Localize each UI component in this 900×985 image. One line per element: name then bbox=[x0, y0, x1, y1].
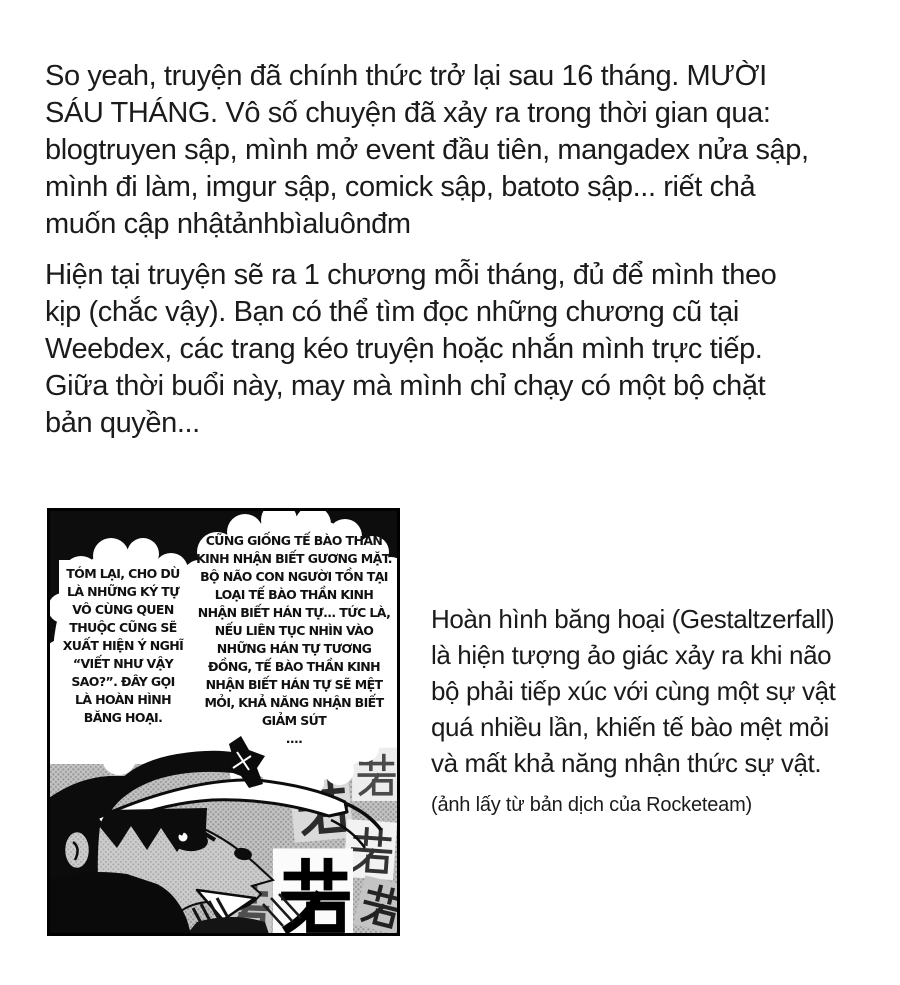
manga-panel-image bbox=[47, 508, 400, 936]
text-line: Giữa thời buổi này, may mà mình chỉ chạy có một bộ chặt bbox=[45, 370, 766, 402]
text-line: ĐỒNG, TẾ BÀO THẦN KINH bbox=[207, 659, 381, 674]
intro-paragraph bbox=[45, 58, 809, 243]
text-line: BĂNG HOẠI. bbox=[83, 710, 163, 725]
text-line: Hoàn hình băng hoại (Gestaltzerfall) bbox=[431, 604, 835, 634]
text-line: là hiện tượng ảo giác xảy ra khi não bbox=[431, 640, 832, 670]
text-line: MỎI, KHẢ NĂNG NHẬN BIẾT bbox=[204, 695, 384, 710]
text-line: quá nhiều lần, khiến tế bào mệt mỏi bbox=[431, 712, 829, 742]
text-line: NHỮNG HÁN TỰ TƯƠNG bbox=[216, 641, 372, 656]
text-line: KINH NHẬN BIẾT GƯƠNG MẶT. bbox=[196, 551, 392, 566]
text-line: và mất khả năng nhận thức sự vật. bbox=[431, 748, 822, 778]
text-line: bộ phải tiếp xúc với cùng một sự vật bbox=[431, 676, 836, 706]
text-line: XUẤT HIỆN Ý NGHĨ bbox=[62, 638, 184, 653]
gestaltzerfall-caption bbox=[431, 601, 835, 781]
text-line: Hiện tại truyện sẽ ra 1 chương mỗi tháng, đủ để mình theo bbox=[45, 259, 777, 291]
text-line: kịp (chắc vậy). Bạn có thể tìm đọc những chương cũ tại bbox=[45, 296, 739, 328]
text-line: “VIẾT NHƯ VẬY bbox=[72, 656, 174, 671]
text-line: NHẬN BIẾT HÁN TỰ... TỨC LÀ, bbox=[197, 605, 391, 620]
schedule-paragraph bbox=[45, 257, 776, 442]
text-line: blogtruyen sập, mình mở event đầu tiên, mangadex nửa sập, bbox=[45, 134, 809, 166]
image-credit: (ảnh lấy từ bản dịch của Rocketeam) bbox=[431, 794, 752, 816]
text-line: LÀ NHỮNG KÝ TỰ bbox=[66, 584, 180, 599]
text-line: NHẬN BIẾT HÁN TỰ SẼ MỆT bbox=[205, 677, 383, 692]
text-line: SAO?”. ĐÂY GỌI bbox=[71, 674, 175, 689]
text-line: Weebdex, các trang kéo truyện hoặc nhắn mình trực tiếp. bbox=[45, 333, 763, 365]
speech-bubble-right bbox=[187, 532, 401, 748]
text-line: So yeah, truyện đã chính thức trở lại sau 16 tháng. MƯỜI bbox=[45, 60, 767, 92]
text-line: bản quyền... bbox=[45, 407, 200, 439]
text-line: NẾU LIÊN TỤC NHÌN VÀO bbox=[214, 623, 374, 638]
text-line: BỘ NÃO CON NGƯỜI TỒN TẠI bbox=[200, 569, 388, 584]
text-line: VÔ CÙNG QUEN bbox=[72, 602, 174, 617]
text-line: GIẢM SÚT bbox=[261, 713, 327, 728]
text-line: THUỘC CŨNG SẼ bbox=[69, 620, 177, 635]
text-line: LOẠI TẾ BÀO THẦN KINH bbox=[214, 587, 374, 602]
speech-bubble-left bbox=[53, 565, 193, 727]
text-line: mình đi làm, imgur sập, comick sập, batoto sập... riết chả bbox=[45, 171, 756, 203]
text-line: SÁU THÁNG. Vô số chuyện đã xảy ra trong thời gian qua: bbox=[45, 97, 771, 129]
text-line: LÀ HOÀN HÌNH bbox=[74, 692, 172, 707]
text-line: muốn cập nhậtảnhbìaluônđm bbox=[45, 208, 411, 240]
text-line: .... bbox=[285, 731, 303, 746]
text-line: CŨNG GIỐNG TẾ BÀO THẦN bbox=[205, 533, 383, 548]
text-line: TÓM LẠI, CHO DÙ bbox=[66, 566, 180, 581]
